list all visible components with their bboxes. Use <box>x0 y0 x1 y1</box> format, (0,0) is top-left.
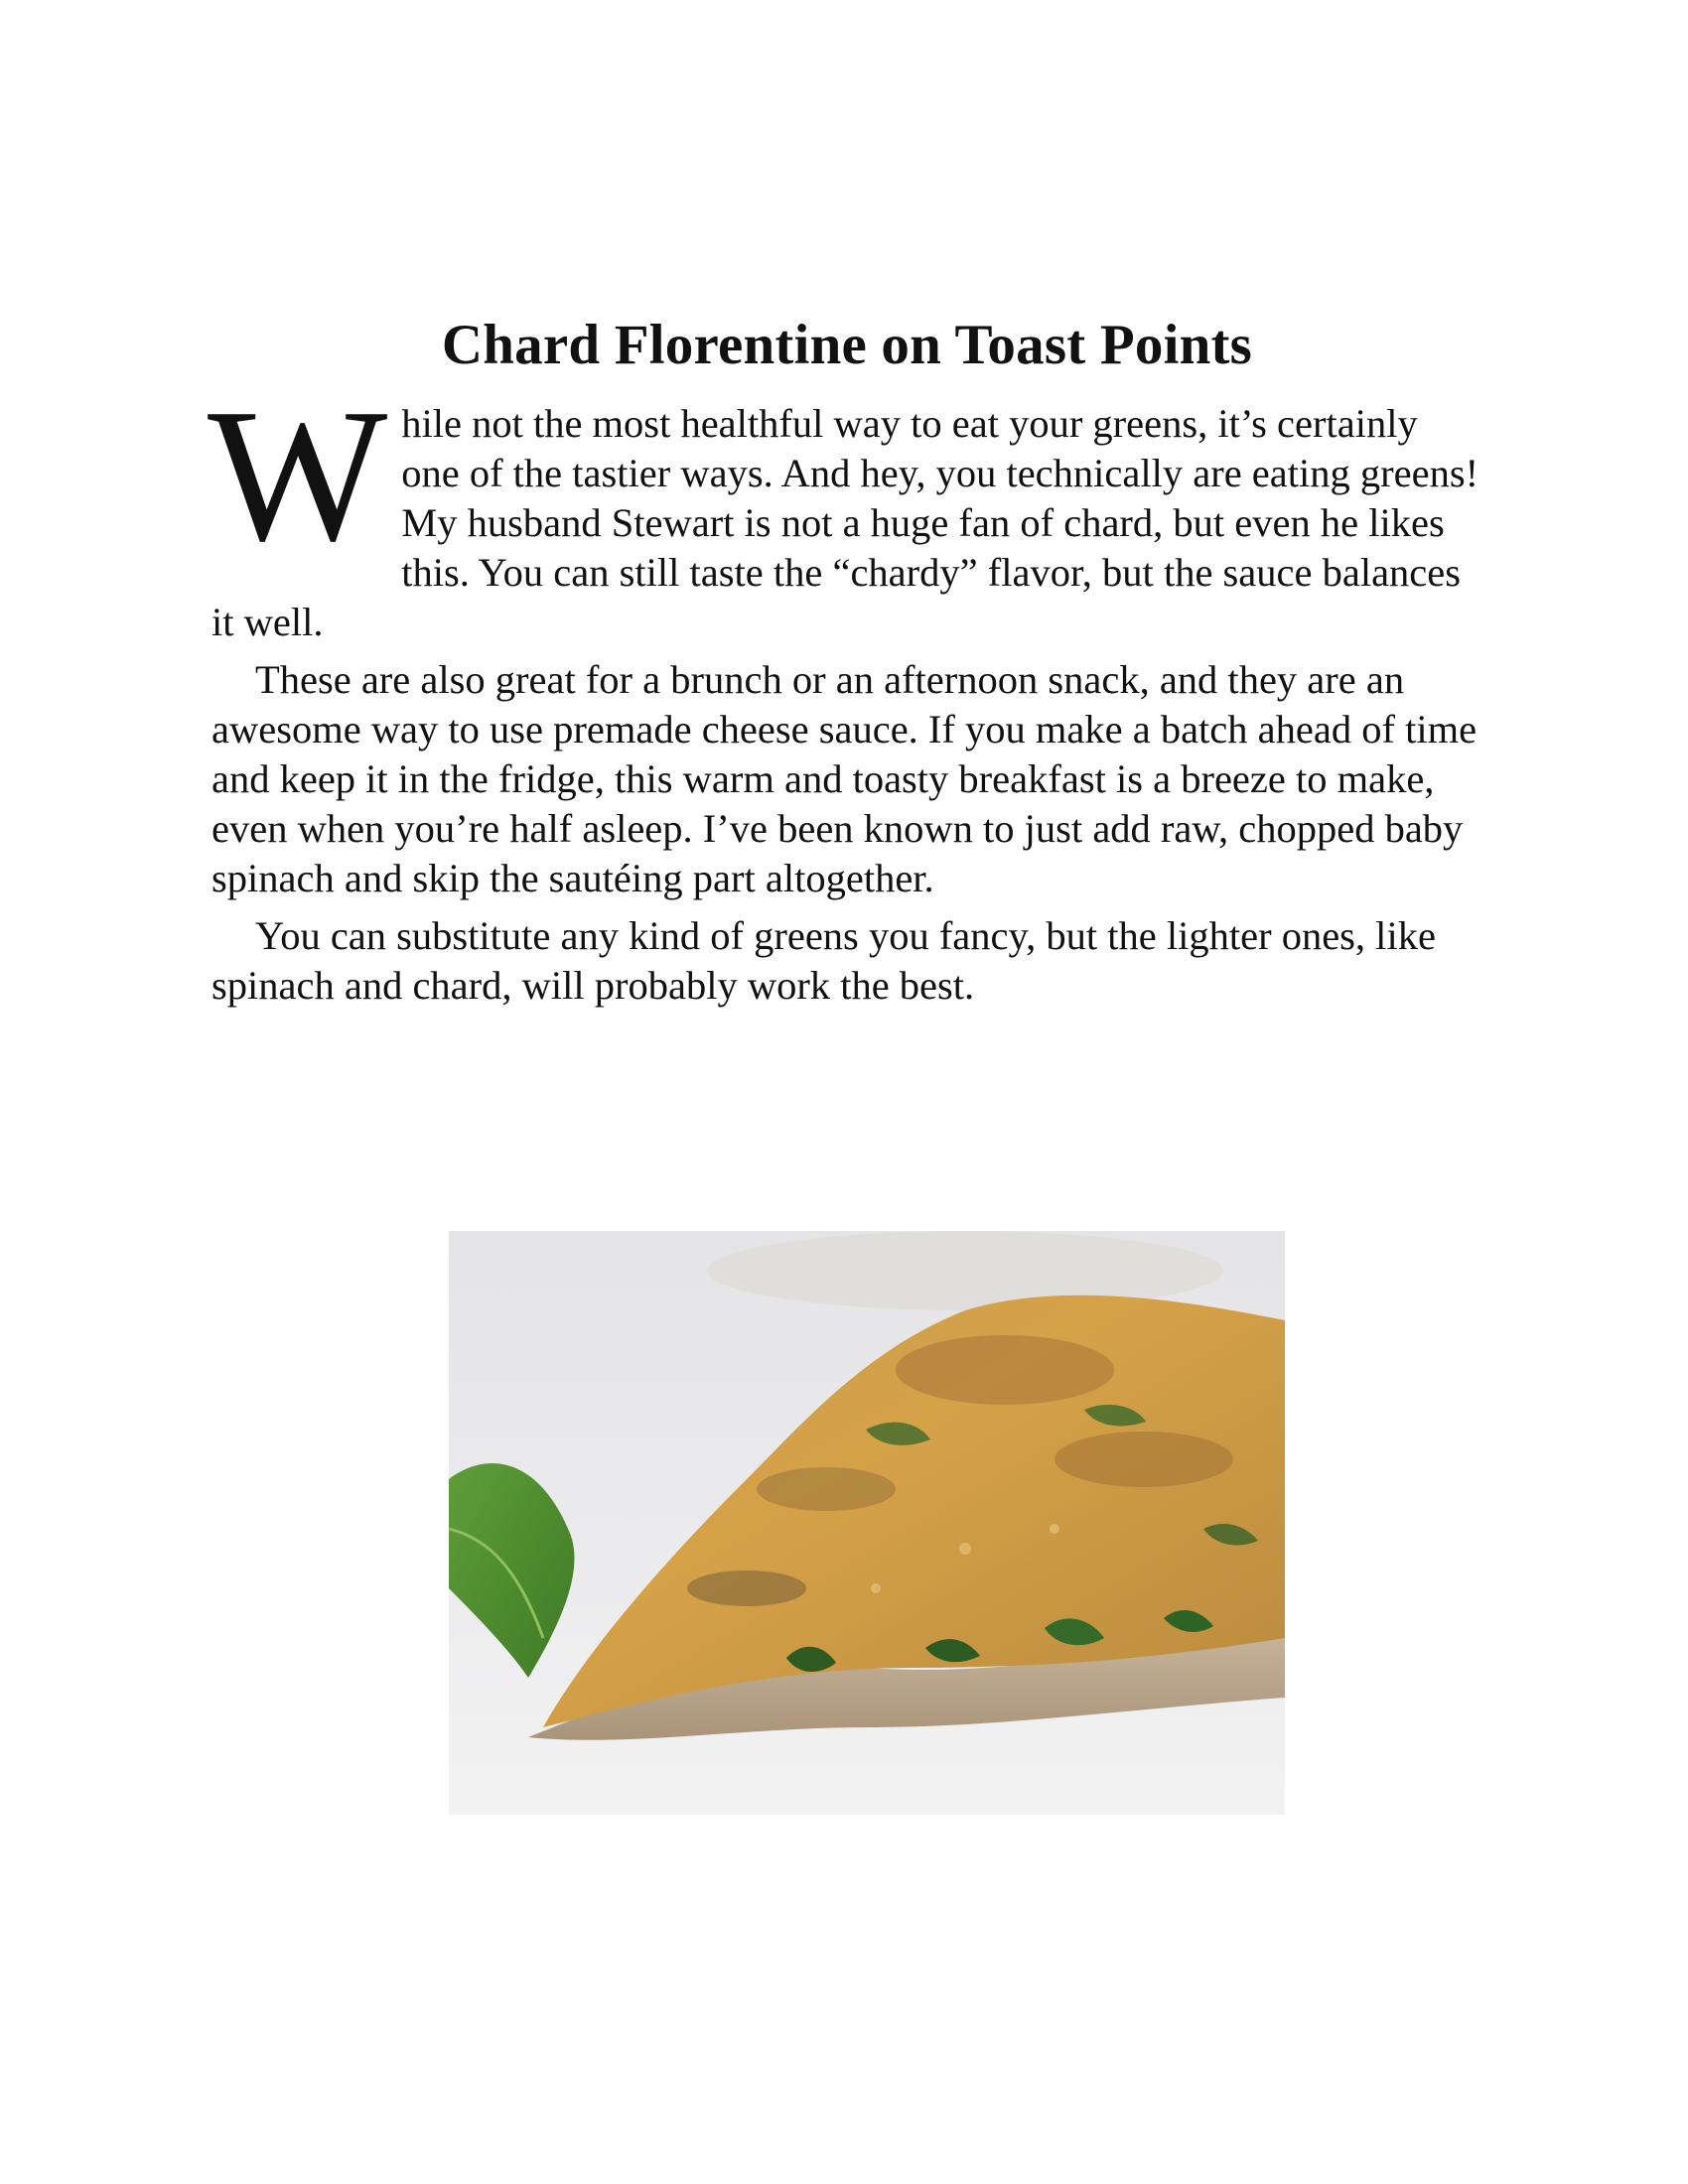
recipe-photo <box>449 1231 1285 1815</box>
recipe-title: Chard Florentine on Toast Points <box>441 314 1253 376</box>
drop-cap: W <box>208 369 388 581</box>
intro-paragraph-3: You can substitute any kind of greens you fancy, but the lighter ones, like spinach and chard, will probably work the best. <box>211 913 1436 1008</box>
food-photo-icon <box>449 1231 1285 1815</box>
intro-paragraph-1-text: hile not the most healthful way to eat your greens, it’s certainly one of the tastier ways. And hey, you technically are eating greens! My husband Stewart is not a huge fan of chard, but even he likes this. You can still taste the “chardy” flavor, but the sauce balances it well. <box>211 401 1479 644</box>
intro-paragraph-2: These are also great for a brunch or an afternoon snack, and they are an awesome way to use premade cheese sauce. If you make a batch ahead of time and keep it in the fridge, this warm and toasty breakfast is a breeze to make, even when you’re half asleep. I’ve been known to just add raw, chopped baby spinach and skip the sautéing part altogether. <box>211 657 1477 900</box>
intro-paragraph-1 <box>208 369 1482 647</box>
recipe-page <box>208 308 1482 1019</box>
recipe-intro <box>208 369 1482 1011</box>
